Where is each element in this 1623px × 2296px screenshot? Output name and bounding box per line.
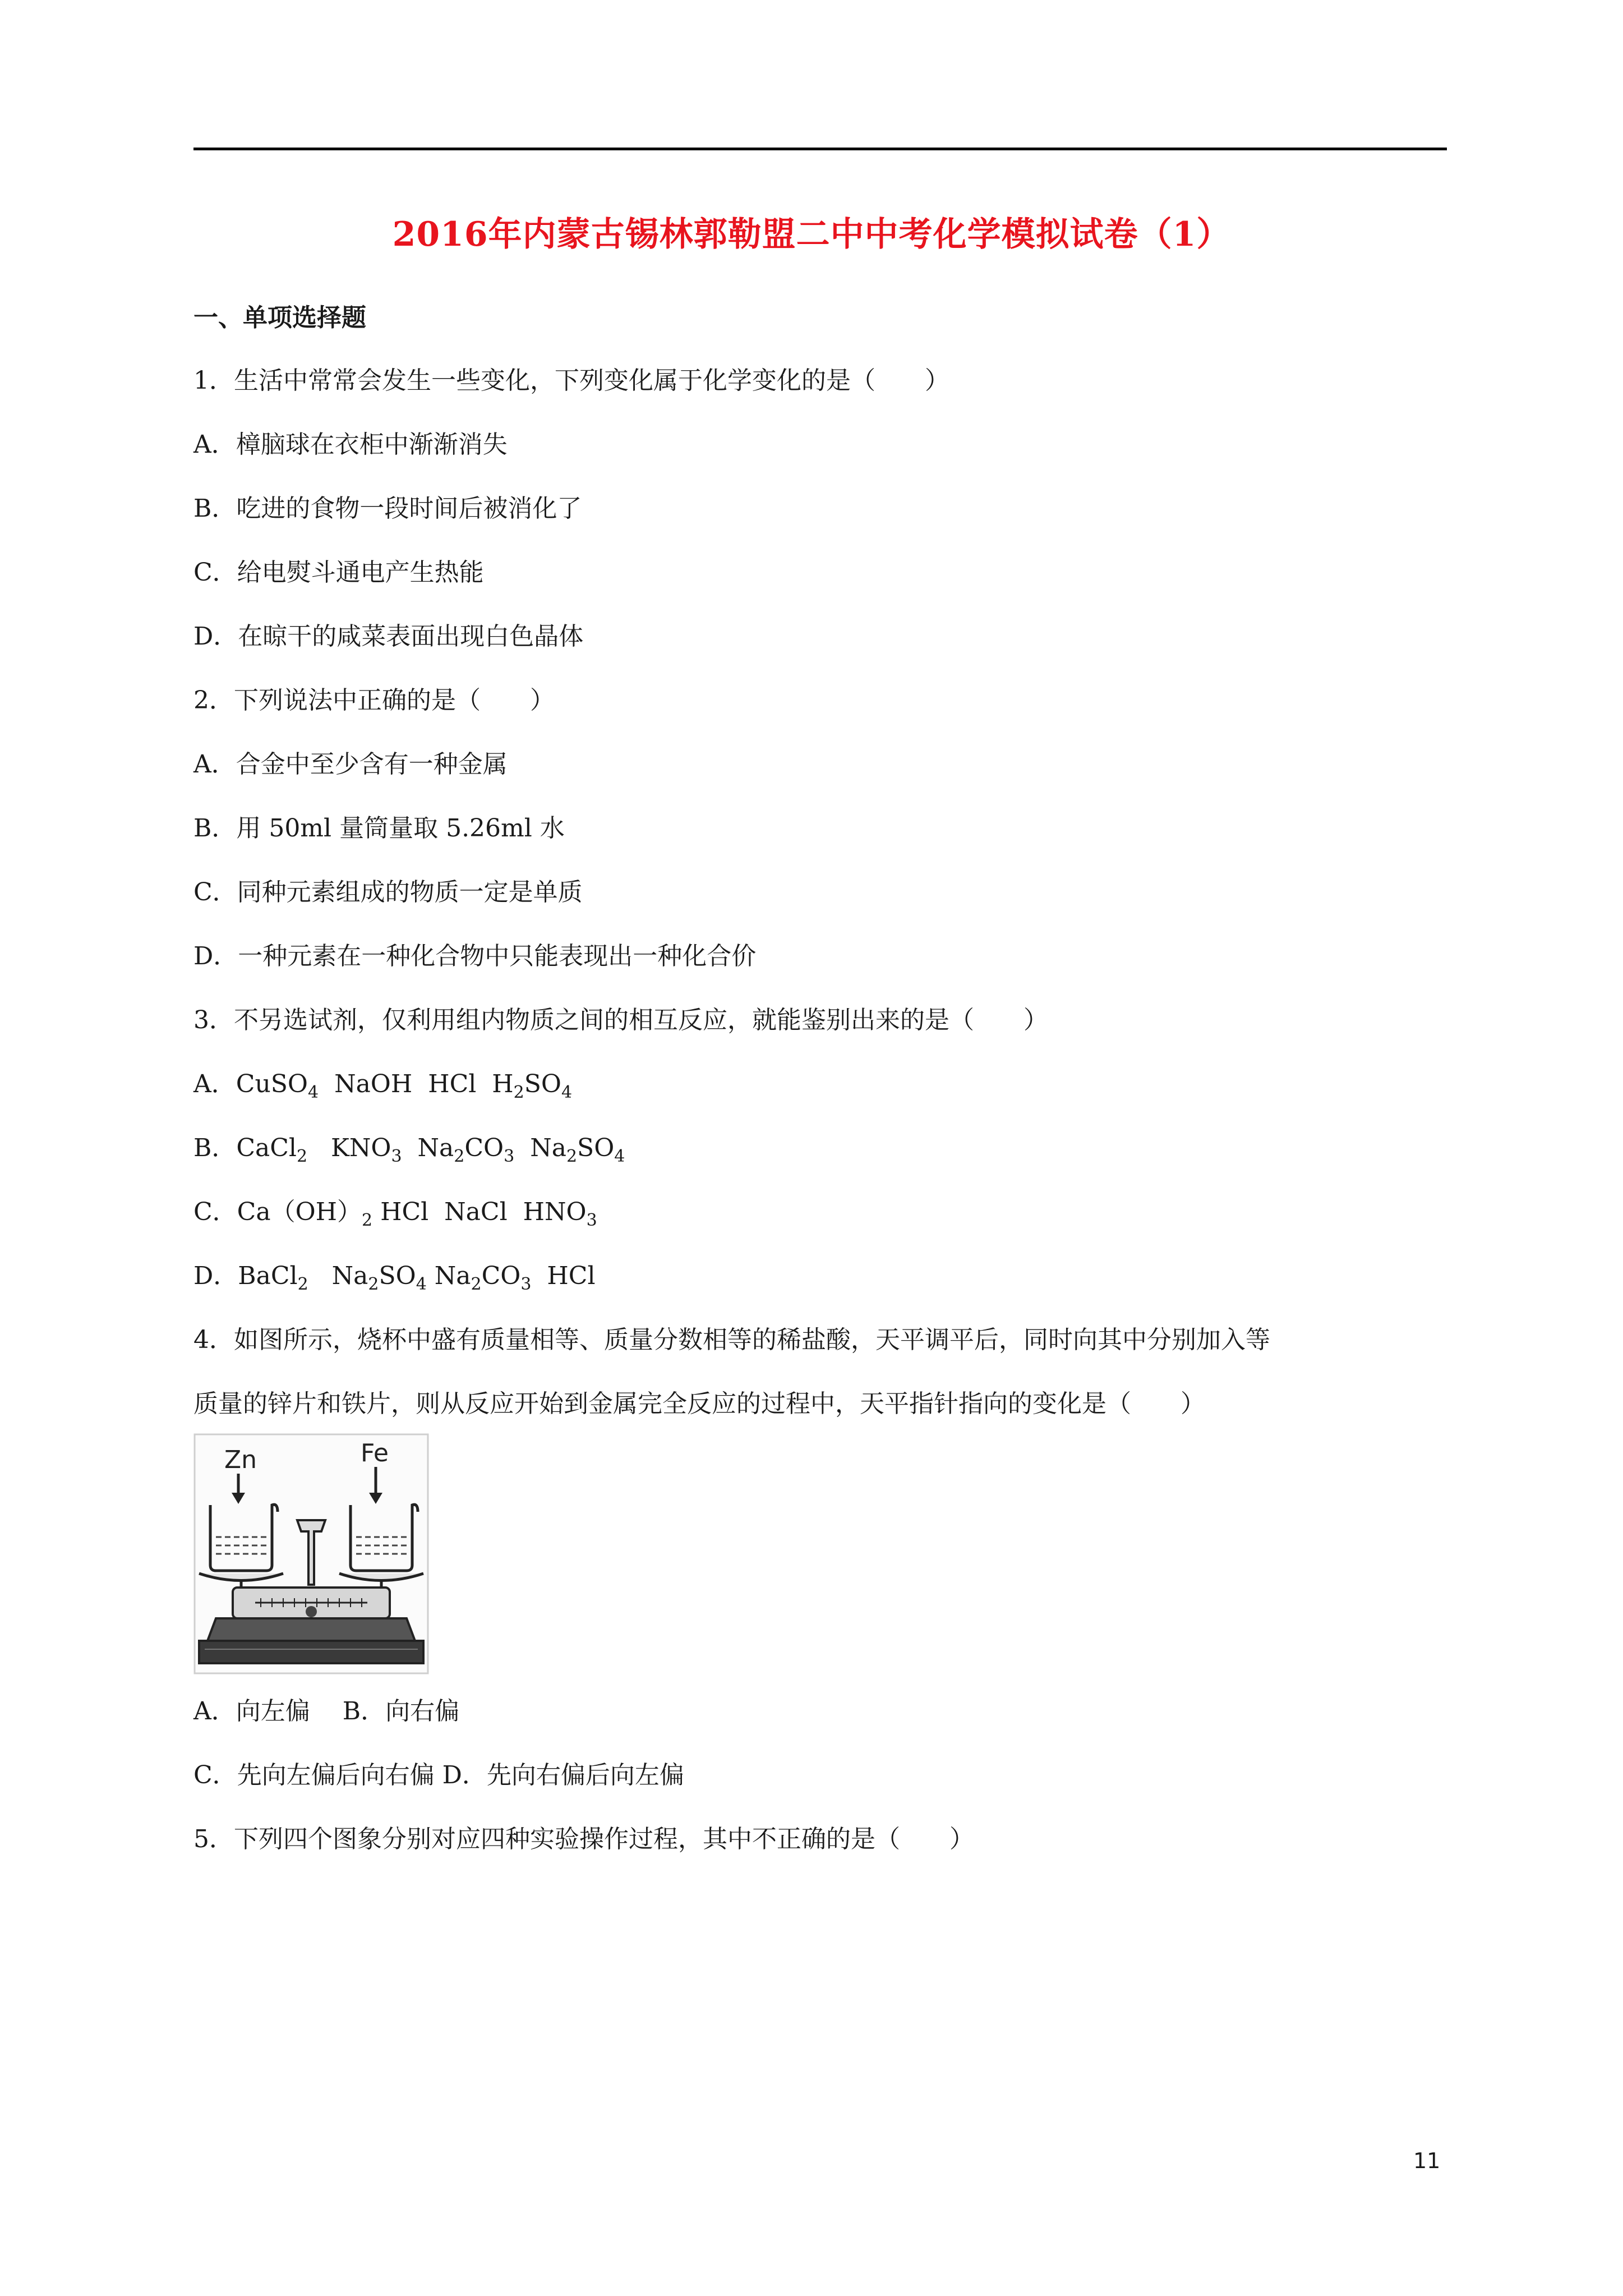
question-3-stem: 3．不另选试剂，仅利用组内物质之间的相互反应，就能鉴别出来的是（ ） xyxy=(193,1006,1048,1034)
page-number: 11 xyxy=(1413,2148,1441,2173)
question-2-option-b: B．用 50ml 量筒量取 5.26ml 水 xyxy=(193,814,565,843)
question-1-option-c: C．给电熨斗通电产生热能 xyxy=(193,558,484,587)
header-rule xyxy=(193,148,1447,150)
question-2-option-a: A．合金中至少含有一种金属 xyxy=(193,750,508,779)
question-4-stem-line-2: 质量的锌片和铁片，则从反应开始到金属完全反应的过程中，天平指针指向的变化是（ ） xyxy=(193,1389,1205,1418)
balance-base xyxy=(199,1641,423,1663)
page-title: 2016年内蒙古锡林郭勒盟二中中考化学模拟试卷（1） xyxy=(392,215,1231,254)
balance-illustration xyxy=(193,1433,429,1674)
section-heading: 一、单项选择题 xyxy=(193,303,366,332)
question-2-option-d: D．一种元素在一种化合物中只能表现出一种化合价 xyxy=(193,942,757,970)
question-4-options-cd: C．先向左偏后向右偏 D．先向右偏后向左偏 xyxy=(193,1761,684,1789)
question-1-option-b: B．吃进的食物一段时间后被消化了 xyxy=(193,494,582,523)
question-3-option-a: A．CuSO$_4$ NaOH HCl $H_2SO_4$ xyxy=(193,1070,573,1102)
question-3-option-b: B．CaCl$_2$ $KNO_3$ $Na_2CO_3$ $Na_2SO_4$ xyxy=(193,1134,625,1166)
question-1-stem: 1．生活中常常会发生一些变化，下列变化属于化学变化的是（ ） xyxy=(193,366,949,395)
question-4-stem-line-1: 4．如图所示，烧杯中盛有质量相等、质量分数相等的稀盐酸，天平调平后，同时向其中分别加入等 xyxy=(193,1326,1270,1354)
balance-figure xyxy=(193,1433,429,1674)
question-3-option-c: C．$Ca(OH)_2$ HCl NaCl $HNO_3$ xyxy=(193,1198,597,1230)
question-2-stem: 2．下列说法中正确的是（ ） xyxy=(193,686,555,715)
zinc-label: Zn xyxy=(224,1446,257,1474)
pointer-pivot xyxy=(306,1606,317,1617)
question-1-option-a: A．樟脑球在衣柜中渐渐消失 xyxy=(193,430,508,459)
question-1-option-d: D．在晾干的咸菜表面出现白色晶体 xyxy=(193,622,584,651)
question-5-stem: 5．下列四个图象分别对应四种实验操作过程，其中不正确的是（ ） xyxy=(193,1825,974,1853)
balance-base-top xyxy=(208,1618,415,1641)
question-4-options-ab: A．向左偏 B．向右偏 xyxy=(193,1697,460,1726)
question-2-option-c: C．同种元素组成的物质一定是单质 xyxy=(193,878,583,907)
question-3-option-d: D．BaCl$_2$ $Na_2SO_4$ $Na_2CO_3$ HCl xyxy=(193,1262,596,1294)
iron-label: Fe xyxy=(361,1439,389,1467)
